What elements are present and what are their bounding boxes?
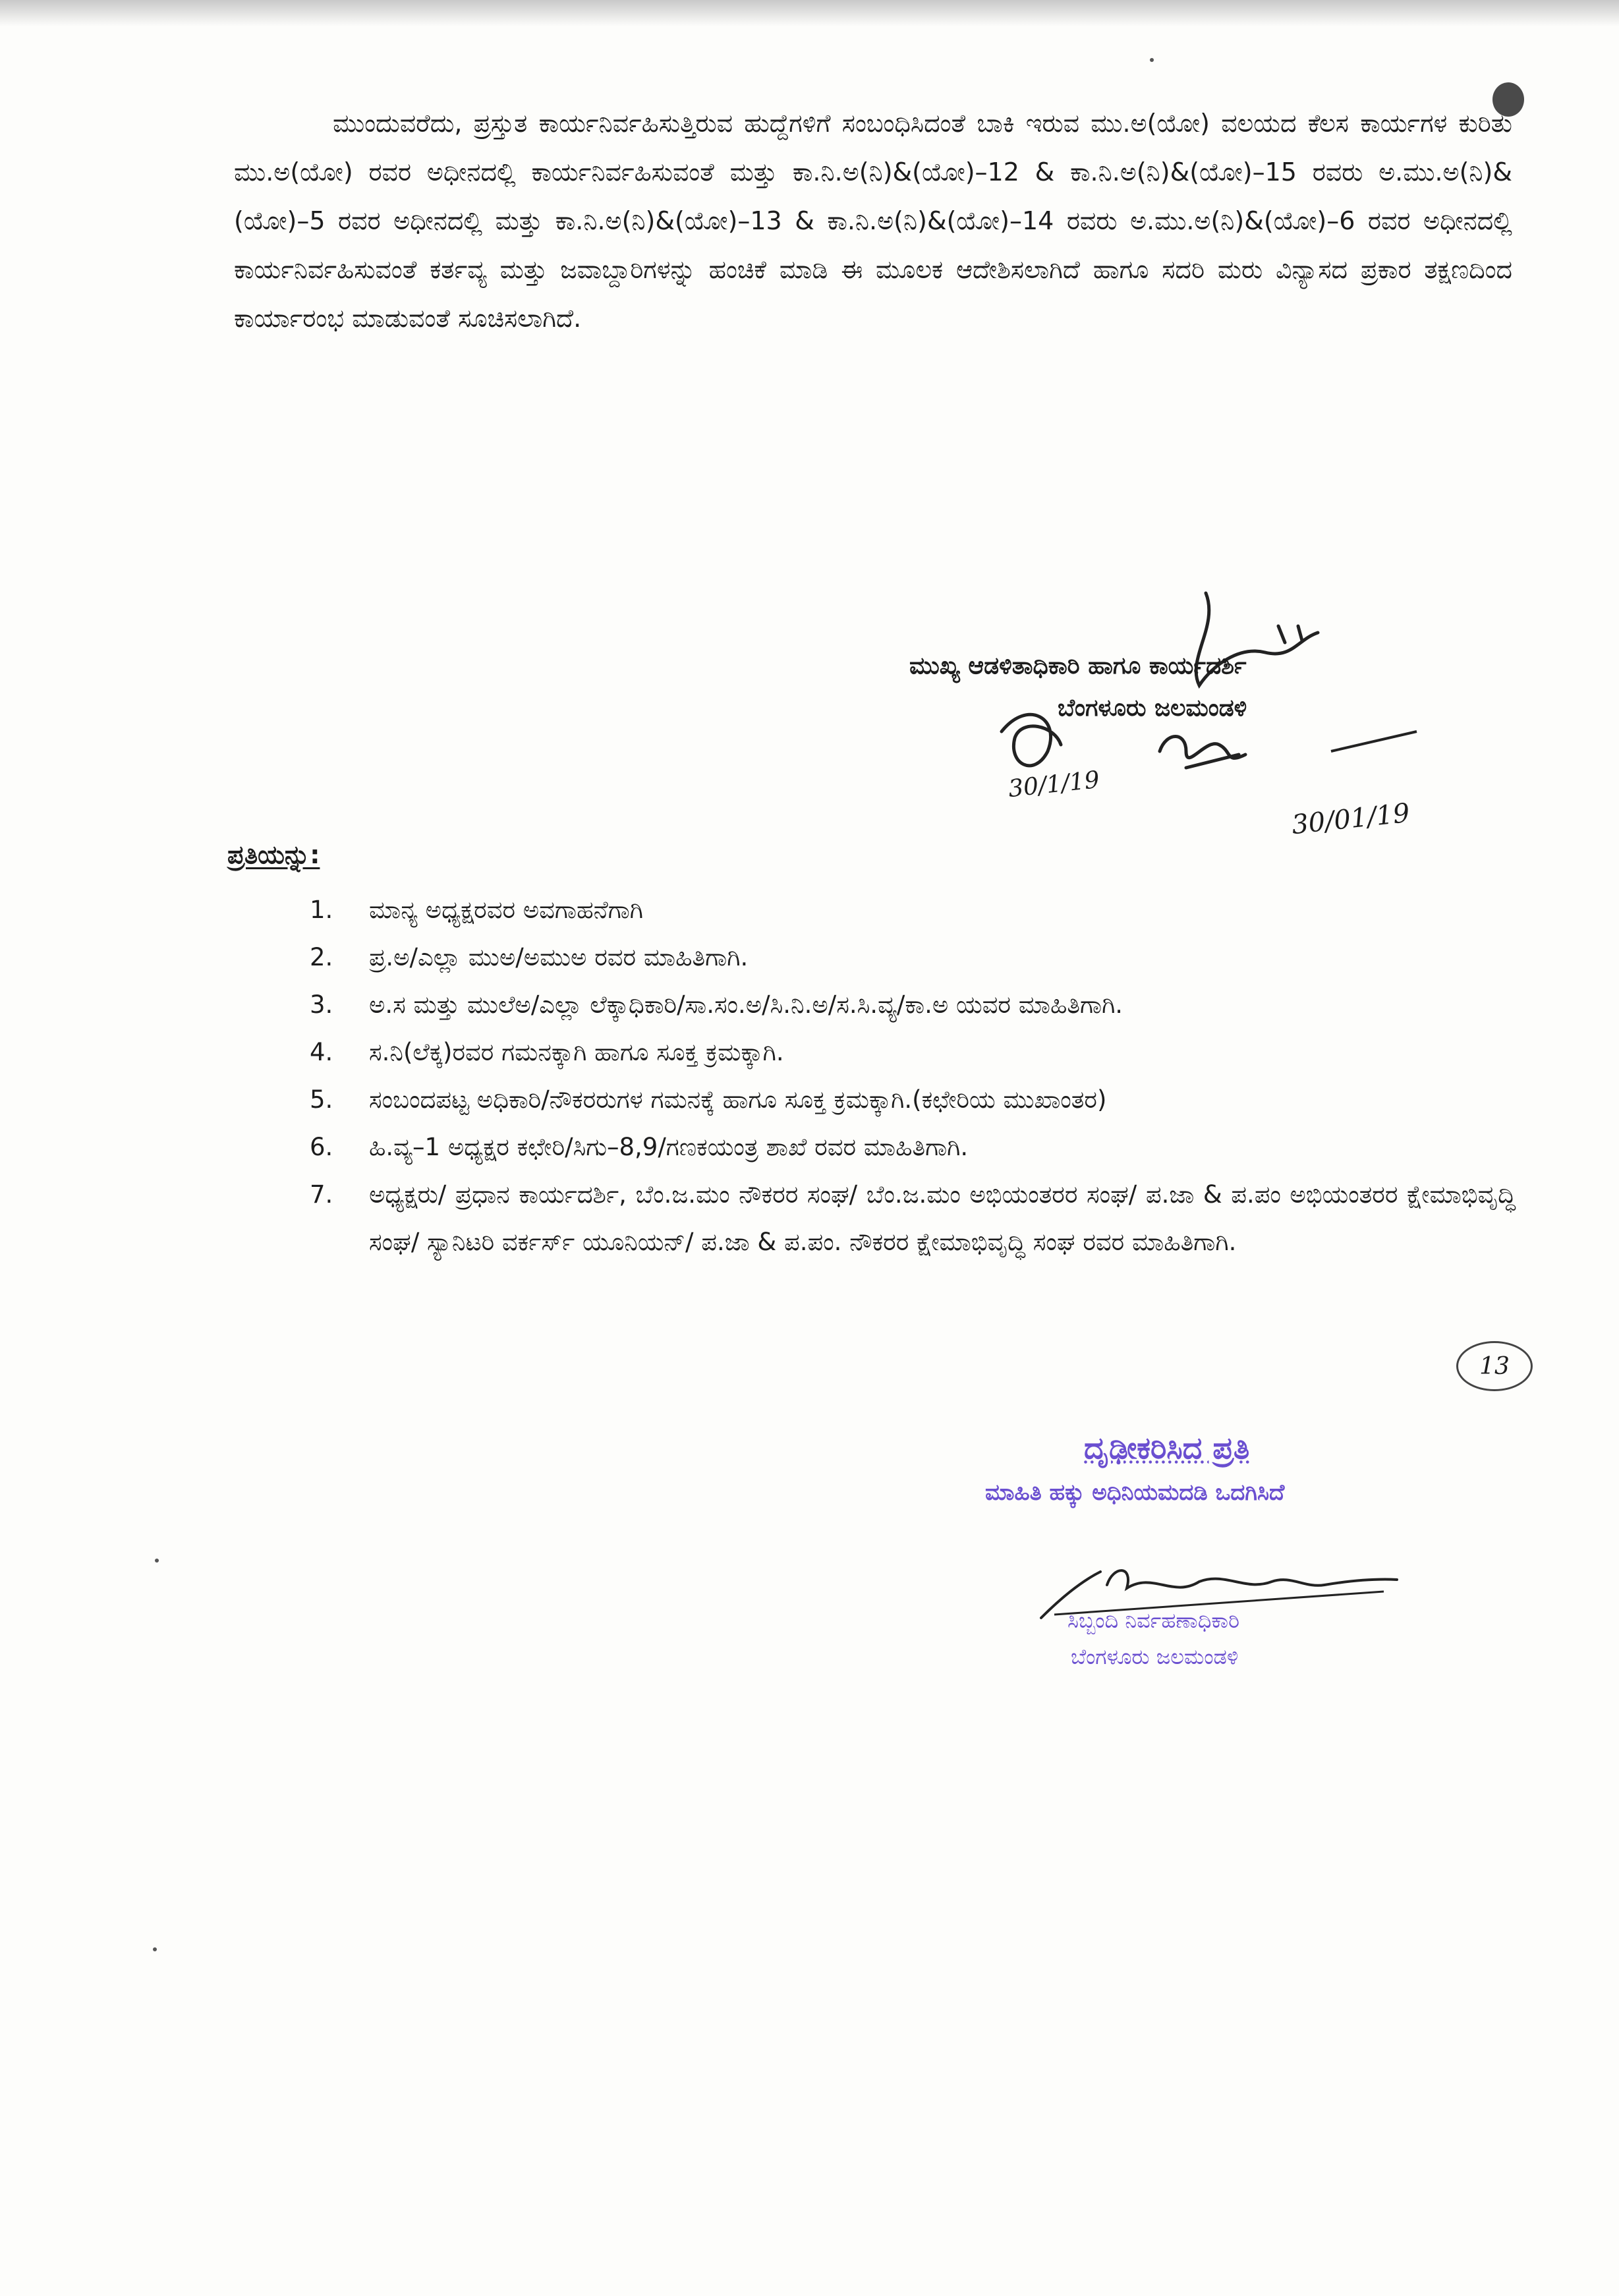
item-number: 5. [310,1085,333,1114]
handwritten-date-second: 30/01/19 [1290,797,1411,841]
list-item [310,1171,1516,1266]
item-number: 4. [310,1038,333,1066]
stamp-organization: ಬೆಂಗಳೂರು ಜಲಮಂಡಳಿ [1071,1644,1239,1669]
stamp-designation: ಸಿಬ್ಬಂದಿ ನಿರ್ವಹಣಾಧಿಕಾರಿ [1067,1608,1239,1633]
handwritten-date: 30/1/19 [1007,766,1101,803]
list-item [310,981,1516,1029]
list-item [310,886,1516,934]
attested-stamp-subtitle: ಮಾಹಿತಿ ಹಕ್ಕು ಅಧಿನಿಯಮದಡಿ ಒದಗಿಸಿದೆ [985,1479,1285,1506]
page-number-circle: 13 [1456,1341,1533,1391]
copy-to-list [310,886,1516,1266]
signatory-organization: ಬೆಂಗಳೂರು ಜಲಮಂಡಳಿ [1058,695,1247,722]
item-text: ಸ.ನಿ(ಲೆಕ್ಕ)ರವರ ಗಮನಕ್ಕಾಗಿ ಹಾಗೂ ಸೂಕ್ತ ಕ್ರಮಕ್ಕಾಗಿ. [369,1038,784,1066]
scan-speck [153,1947,157,1951]
item-text: ಪ್ರ.ಅ/ಎಲ್ಲಾ ಮುಅ/ಅಮುಅ ರವರ ಮಾಹಿತಿಗಾಗಿ. [369,943,749,971]
list-item [310,934,1516,981]
scan-speck [1150,58,1154,62]
item-number: 7. [310,1180,333,1209]
scan-edge-shadow [0,0,1619,26]
signature-block [909,652,1502,722]
item-text: ಹಿ.ವ್ಯ–1 ಅಧ್ಯಕ್ಷರ ಕಛೇರಿ/ಸಿಗು–8,9/ಗಣಕಯಂತ್ರ ಶಾಖೆ ರವರ ಮಾಹಿತಿಗಾಗಿ. [369,1133,969,1161]
body-paragraph: ಮುಂದುವರೆದು, ಪ್ರಸ್ತುತ ಕಾರ್ಯನಿರ್ವಹಿಸುತ್ತಿರುವ ಹುದ್ದೆಗಳಿಗೆ ಸಂಬಂಧಿಸಿದಂತೆ ಬಾಕಿ ಇರುವ ಮು.ಅ(ಯೋ) ವಲಯದ ಕೆಲಸ ಕಾರ್ಯಗಳ ಕುರಿತು ಮು.ಅ(ಯೋ) ರವರ ಅಧೀನದಲ್ಲಿ ಕಾರ್ಯನಿರ್ವಹಿಸುವಂತೆ ಮತ್ತು ಕಾ.ನಿ.ಅ(ನಿ)&(ಯೋ)–12 & ಕಾ.ನಿ.ಅ(ನಿ)&(ಯೋ)–15 ರವರು ಅ.ಮು.ಅ(ನಿ)&(ಯೋ)–5 ರವರ ಅಧೀನದಲ್ಲಿ ಮತ್ತು ಕಾ.ನಿ.ಅ(ನಿ)&(ಯೋ)–13 & ಕಾ.ನಿ.ಅ(ನಿ)&(ಯೋ)–14 ರವರು ಅ.ಮು.ಅ(ನಿ)&(ಯೋ)–6 ರವರ ಅಧೀನದಲ್ಲಿ ಕಾರ್ಯನಿರ್ವಹಿಸುವಂತೆ ಕರ್ತವ್ಯ ಮತ್ತು ಜವಾಬ್ದಾರಿಗಳನ್ನು ಹಂಚಿಕೆ ಮಾಡಿ ಈ ಮೂಲಕ ಆದೇಶಿಸಲಾಗಿದೆ ಹಾಗೂ ಸದರಿ ಮರು ವಿನ್ಯಾಸದ ಪ್ರಕಾರ ತಕ್ಷಣದಿಂದ ಕಾರ್ಯಾರಂಭ ಮಾಡುವಂತೆ ಸೂಚಿಸಲಾಗಿದೆ. [234,109,1512,333]
item-text: ಮಾನ್ಯ ಅಧ್ಯಕ್ಷರವರ ಅವಗಾಹನೆಗಾಗಿ [369,896,644,924]
item-number: 6. [310,1133,333,1161]
signatory-designation: ಮುಖ್ಯ ಆಡಳಿತಾಧಿಕಾರಿ ಹಾಗೂ ಕಾರ್ಯದರ್ಶಿ [909,652,1247,679]
list-item [310,1076,1516,1124]
list-item [310,1124,1516,1171]
scan-speck [155,1559,159,1563]
copy-to-heading: ಪ್ರತಿಯನ್ನು: [227,840,320,869]
item-number: 2. [310,943,333,971]
item-text: ಸಂಬಂದಪಟ್ಟ ಅಧಿಕಾರಿ/ನೌಕರರುಗಳ ಗಮನಕ್ಕೆ ಹಾಗೂ ಸೂಕ್ತ ಕ್ರಮಕ್ಕಾಗಿ.(ಕಛೇರಿಯ ಮುಖಾಂತರ) [369,1085,1107,1114]
item-text: ಅ.ಸ ಮತ್ತು ಮುಲೆಅ/ಎಲ್ಲಾ ಲೆಕ್ಕಾಧಿಕಾರಿ/ಸಾ.ಸಂ.ಅ/ಸಿ.ನಿ.ಅ/ಸ.ಸಿ.ವ್ಯ/ಕಾ.ಅ ಯವರ ಮಾಹಿತಿಗಾಗಿ. [369,990,1123,1019]
list-item [310,1029,1516,1076]
item-number: 1. [310,896,333,924]
item-text: ಅಧ್ಯಕ್ಷರು/ ಪ್ರಧಾನ ಕಾರ್ಯದರ್ಶಿ, ಬೆಂ.ಜ.ಮಂ ನೌಕರರ ಸಂಘ/ ಬೆಂ.ಜ.ಮಂ ಅಭಿಯಂತರರ ಸಂಘ/ ಪ.ಜಾ & ಪ.ಪಂ ಅಭಿಯಂತರರ ಕ್ಷೇಮಾಭಿವೃದ್ಧಿ ಸಂಘ/ ಸ್ಯಾನಿಟರಿ ವರ್ಕರ್ಸ್ ಯೂನಿಯನ್/ ಪ.ಜಾ & ಪ.ಪಂ. ನೌಕರರ ಕ್ಷೇಮಾಭಿವೃದ್ಧಿ ಸಂಘ ರವರ ಮಾಹಿತಿಗಾಗಿ. [369,1180,1516,1256]
attested-stamp-title: ದೃಢೀಕರಿಸಿದ ಪ್ರತಿ [1084,1430,1250,1466]
item-number: 3. [310,990,333,1019]
